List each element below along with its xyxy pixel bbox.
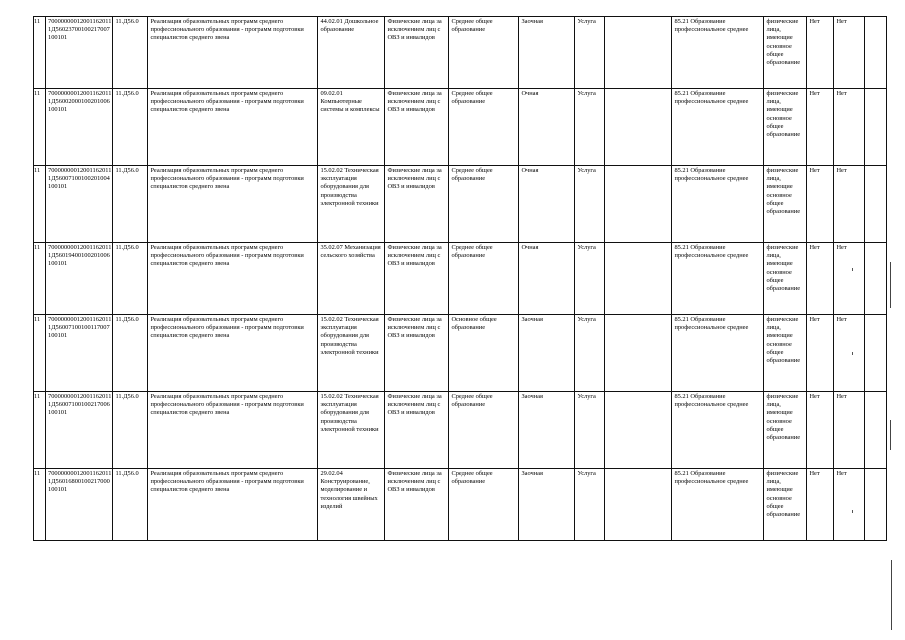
flag-cell: Нет [807,166,834,243]
flag-cell: Нет [807,469,834,541]
okved-cell: 85.21 Образование профессиональное среднее [672,392,764,469]
service-kind-cell: Услуга [575,243,605,315]
education-level-cell: Среднее общее образование [449,469,519,541]
service-name-cell: Реализация образовательных программ среднего профессионального образования - программ подготовки специалистов среднего звена [148,469,318,541]
empty-cell [605,17,672,89]
kbk-code-cell: 11.Д56.0 [113,89,148,166]
okved-cell: 85.21 Образование профессиональное среднее [672,17,764,89]
flag-cell: Нет [834,392,865,469]
service-kind-cell: Услуга [575,315,605,392]
study-form-cell: Заочная [519,392,575,469]
education-level-cell: Среднее общее образование [449,392,519,469]
empty-cell [865,469,887,541]
consumer-category-cell: Физические лица за исключением лиц с ОВЗ и инвалидов [385,89,449,166]
service-name-cell: Реализация образовательных программ среднего профессионального образования - программ подготовки специалистов среднего звена [148,17,318,89]
scan-margin-mark [890,262,891,308]
empty-cell [605,469,672,541]
table-row [34,17,887,89]
flag-cell: Нет [834,243,865,315]
empty-cell [605,89,672,166]
service-name-cell: Реализация образовательных программ среднего профессионального образования - программ подготовки специалистов среднего звена [148,243,318,315]
service-kind-cell: Услуга [575,89,605,166]
consumer-category-cell: Физические лица за исключением лиц с ОВЗ и инвалидов [385,243,449,315]
flag-cell: Нет [807,89,834,166]
table-row [34,469,887,541]
education-level-cell: Основное общее образование [449,315,519,392]
education-level-cell: Среднее общее образование [449,166,519,243]
specialty-cell: 35.02.07 Механизация сельского хозяйства [318,243,385,315]
service-name-cell: Реализация образовательных программ среднего профессионального образования - программ подготовки специалистов среднего звена [148,166,318,243]
row-number: 11 [34,392,46,469]
registry-code-cell: 70000000012001162011 1Д56007100100117007 100101 [46,315,113,392]
consumer-category-cell: Физические лица за исключением лиц с ОВЗ и инвалидов [385,392,449,469]
registry-code-cell: 70000000012001162011 1Д56023700100217007 100101 [46,17,113,89]
consumers-cell: физические лица, имеющие основное общее образование [764,315,807,392]
registry-code-cell: 70000000012001162011 1Д56007100100201004 100101 [46,166,113,243]
services-registry-table [33,16,887,541]
specialty-cell: 29.02.04 Конструирование, моделирование и технология швейных изделий [318,469,385,541]
kbk-code-cell: 11.Д56.0 [113,315,148,392]
service-name-cell: Реализация образовательных программ среднего профессионального образования - программ подготовки специалистов среднего звена [148,315,318,392]
okved-cell: 85.21 Образование профессиональное среднее [672,89,764,166]
flag-cell: Нет [807,243,834,315]
empty-cell [865,166,887,243]
consumer-category-cell: Физические лица за исключением лиц с ОВЗ и инвалидов [385,315,449,392]
flag-cell: Нет [834,469,865,541]
empty-cell [865,243,887,315]
study-form-cell: Очная [519,243,575,315]
table-body [34,17,887,541]
kbk-code-cell: 11.Д56.0 [113,243,148,315]
service-name-cell: Реализация образовательных программ среднего профессионального образования - программ подготовки специалистов среднего звена [148,89,318,166]
kbk-code-cell: 11.Д56.0 [113,17,148,89]
study-form-cell: Заочная [519,315,575,392]
specialty-cell: 15.02.02 Техническая эксплуатация оборудования для производства электронной техники [318,166,385,243]
service-name-cell: Реализация образовательных программ среднего профессионального образования - программ подготовки специалистов среднего звена [148,392,318,469]
consumers-cell: физические лица, имеющие основное общее образование [764,89,807,166]
row-number: 11 [34,166,46,243]
flag-cell: Нет [807,17,834,89]
empty-cell [865,17,887,89]
specialty-cell: 09.02.01 Компьютерные системы и комплексы [318,89,385,166]
service-kind-cell: Услуга [575,166,605,243]
scan-margin-mark [891,560,892,630]
flag-cell: Нет [834,89,865,166]
table-row [34,89,887,166]
study-form-cell: Очная [519,166,575,243]
empty-cell [605,392,672,469]
row-number: 11 [34,469,46,541]
okved-cell: 85.21 Образование профессиональное среднее [672,315,764,392]
empty-cell [865,315,887,392]
education-level-cell: Среднее общее образование [449,89,519,166]
table-row [34,392,887,469]
kbk-code-cell: 11.Д56.0 [113,392,148,469]
row-number: 11 [34,89,46,166]
study-form-cell: Заочная [519,469,575,541]
specialty-cell: 15.02.02 Техническая эксплуатация оборудования для производства электронной техники [318,392,385,469]
empty-cell [605,243,672,315]
empty-cell [865,89,887,166]
kbk-code-cell: 11.Д56.0 [113,166,148,243]
empty-cell [605,315,672,392]
row-number: 11 [34,17,46,89]
study-form-cell: Заочная [519,17,575,89]
registry-code-cell: 70000000012001162011 1Д56019400100201006 100101 [46,243,113,315]
consumers-cell: физические лица, имеющие основное общее образование [764,243,807,315]
empty-cell [865,392,887,469]
flag-cell: Нет [807,392,834,469]
specialty-cell: 15.02.02 Техническая эксплуатация оборудования для производства электронной техники [318,315,385,392]
service-kind-cell: Услуга [575,469,605,541]
okved-cell: 85.21 Образование профессиональное среднее [672,243,764,315]
scan-margin-mark [852,268,853,271]
table-row [34,315,887,392]
scan-margin-mark [852,352,853,355]
consumers-cell: физические лица, имеющие основное общее образование [764,166,807,243]
row-number: 11 [34,315,46,392]
consumer-category-cell: Физические лица за исключением лиц с ОВЗ и инвалидов [385,166,449,243]
specialty-cell: 44.02.01 Дошкольное образование [318,17,385,89]
study-form-cell: Очная [519,89,575,166]
education-level-cell: Среднее общее образование [449,17,519,89]
empty-cell [605,166,672,243]
consumers-cell: физические лица, имеющие основное общее образование [764,17,807,89]
consumers-cell: физические лица, имеющие основное общее образование [764,469,807,541]
table-row [34,243,887,315]
consumer-category-cell: Физические лица за исключением лиц с ОВЗ и инвалидов [385,17,449,89]
education-level-cell: Среднее общее образование [449,243,519,315]
okved-cell: 85.21 Образование профессиональное среднее [672,469,764,541]
registry-code-cell: 70000000012001162011 1Д56002000100201006 100101 [46,89,113,166]
kbk-code-cell: 11.Д56.0 [113,469,148,541]
table-row [34,166,887,243]
consumer-category-cell: Физические лица за исключением лиц с ОВЗ и инвалидов [385,469,449,541]
row-number: 11 [34,243,46,315]
registry-code-cell: 70000000012001162011 1Д56007100100217006 100101 [46,392,113,469]
flag-cell: Нет [807,315,834,392]
flag-cell: Нет [834,315,865,392]
okved-cell: 85.21 Образование профессиональное среднее [672,166,764,243]
registry-code-cell: 70000000012001162011 1Д56016800100217000 100101 [46,469,113,541]
scan-margin-mark [890,420,891,450]
flag-cell: Нет [834,17,865,89]
service-kind-cell: Услуга [575,17,605,89]
scan-margin-mark [852,510,853,513]
service-kind-cell: Услуга [575,392,605,469]
flag-cell: Нет [834,166,865,243]
consumers-cell: физические лица, имеющие основное общее образование [764,392,807,469]
